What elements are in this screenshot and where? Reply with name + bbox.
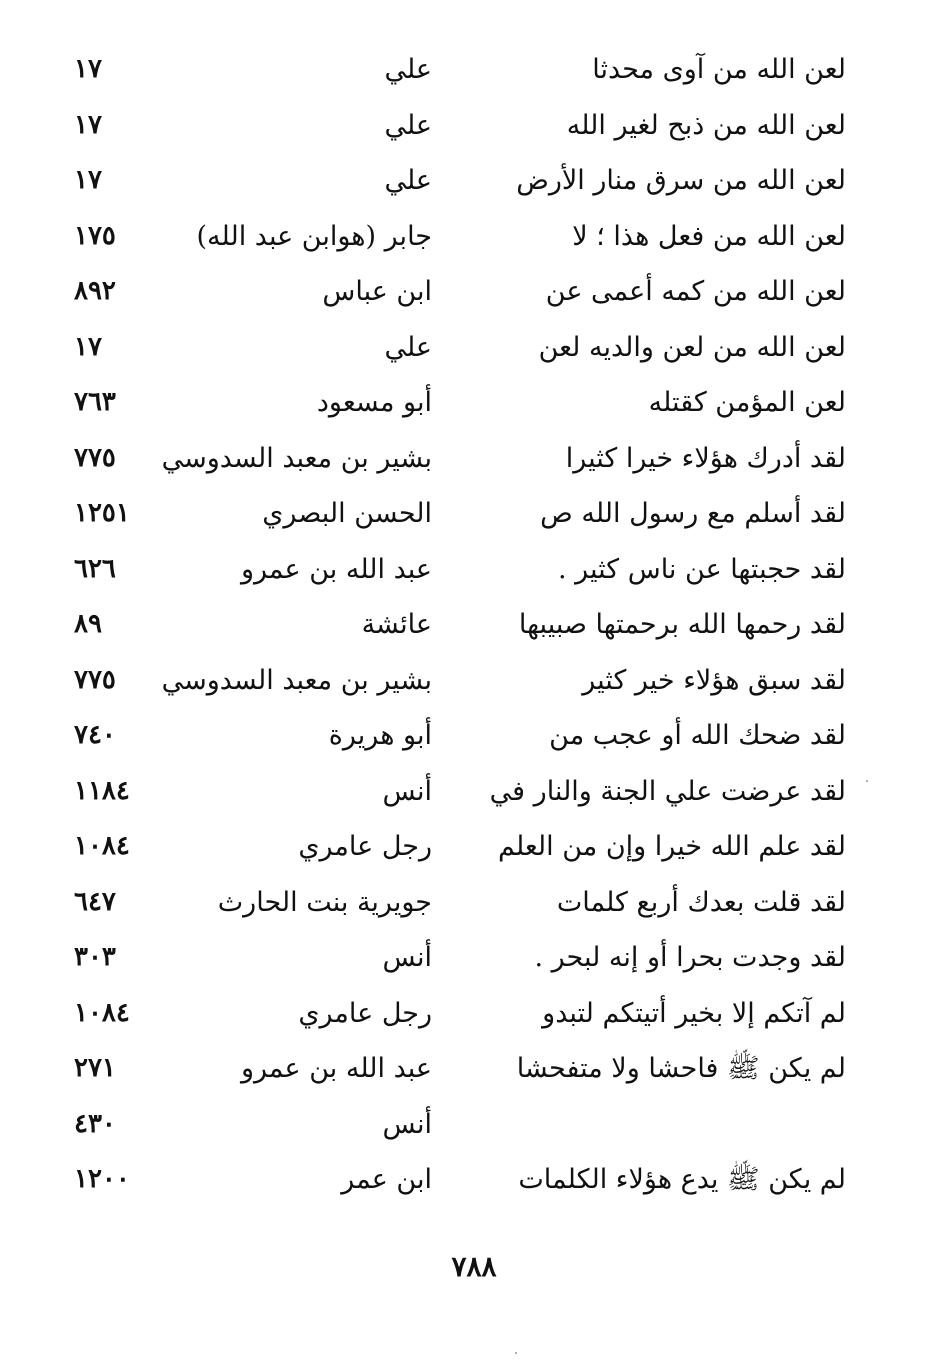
narrator-name: أنس bbox=[382, 942, 432, 973]
index-row bbox=[0, 542, 948, 598]
hadith-text: لعن المؤمن كقتله bbox=[648, 387, 846, 418]
index-row bbox=[0, 930, 948, 986]
hadith-text: لقد علم الله خيرا وإن من العلم bbox=[498, 831, 846, 862]
hadith-text: لعن الله من لعن والديه لعن bbox=[538, 331, 846, 363]
index-row bbox=[0, 1097, 948, 1153]
hadith-text: لعن الله من كمه أعمى عن bbox=[545, 276, 846, 307]
hadith-text: لقد أدرك هؤلاء خيرا كثيرا bbox=[565, 442, 846, 474]
narrator-name: ابن عمر bbox=[341, 1164, 432, 1195]
hadith-text: لعن الله من فعل هذا ؛ لا bbox=[572, 220, 846, 252]
index-row bbox=[0, 1041, 948, 1097]
index-row bbox=[0, 764, 948, 820]
page-reference: ٧٧٥ bbox=[74, 442, 116, 473]
scan-speck bbox=[515, 1352, 517, 1354]
hadith-text: لقد أسلم مع رسول الله ص bbox=[540, 498, 846, 529]
hadith-text: لعن الله من آوى محدثا bbox=[592, 54, 846, 85]
hadith-text: لقد وجدت بحرا أو إنه لبحر . bbox=[534, 942, 846, 973]
page-reference: ١٢٠٠ bbox=[74, 1164, 130, 1194]
index-row bbox=[0, 986, 948, 1042]
page-reference: ١٢٥١ bbox=[74, 498, 130, 528]
hadith-text: لم يكن ﷺ فاحشا ولا متفحشا bbox=[516, 1053, 846, 1084]
index-row bbox=[0, 486, 948, 542]
hadith-text: لقد سبق هؤلاء خير كثير bbox=[582, 664, 846, 696]
index-row bbox=[0, 98, 948, 154]
index-row bbox=[0, 264, 948, 320]
narrator-name: ابن عباس bbox=[322, 276, 432, 307]
narrator-name: الحسن البصري bbox=[262, 498, 432, 529]
page-reference: ١٠٨٤ bbox=[74, 831, 130, 861]
hadith-text: لقد حجبتها عن ناس كثير . bbox=[557, 553, 846, 585]
page-reference: ٧٧٥ bbox=[74, 664, 116, 695]
page-reference: ٦٢٦ bbox=[74, 553, 116, 584]
hadith-text: لم يكن ﷺ يدع هؤلاء الكلمات bbox=[518, 1164, 846, 1195]
index-row bbox=[0, 42, 948, 98]
page-reference: ١٧ bbox=[74, 165, 102, 195]
index-row bbox=[0, 653, 948, 709]
hadith-text: لقد رحمها الله برحمتها صبيبها bbox=[518, 609, 846, 640]
narrator-name: أبو مسعود bbox=[316, 387, 432, 418]
page-reference: ٨٩٢ bbox=[74, 276, 116, 306]
hadith-text: لعن الله من سرق منار الأرض bbox=[516, 165, 846, 196]
page-reference: ٧٤٠ bbox=[74, 720, 116, 750]
hadith-index-list bbox=[0, 42, 948, 1208]
index-row bbox=[0, 597, 948, 653]
index-row bbox=[0, 875, 948, 931]
page-reference: ٦٤٧ bbox=[74, 886, 116, 917]
narrator-name: علي bbox=[384, 109, 432, 141]
index-row bbox=[0, 819, 948, 875]
index-row bbox=[0, 1152, 948, 1208]
hadith-text: لقد قلت بعدك أربع كلمات bbox=[556, 886, 846, 918]
narrator-name: جويرية بنت الحارث bbox=[217, 886, 432, 918]
narrator-name: بشير بن معبد السدوسي bbox=[161, 442, 432, 474]
narrator-name: عبد الله بن عمرو bbox=[240, 1053, 432, 1084]
narrator-name: بشير بن معبد السدوسي bbox=[161, 664, 432, 696]
page-reference: ١٧ bbox=[74, 54, 102, 84]
page-reference: ١٧ bbox=[74, 109, 102, 140]
scan-speck bbox=[866, 780, 868, 782]
page-reference: ٤٣٠ bbox=[74, 1108, 116, 1139]
page-reference: ٨٩ bbox=[74, 609, 102, 639]
page-reference: ٣٠٣ bbox=[74, 942, 116, 972]
page-reference: ١٧٥ bbox=[74, 220, 116, 251]
page-reference: ١٧ bbox=[74, 331, 102, 362]
narrator-name: علي bbox=[384, 331, 432, 363]
index-row bbox=[0, 153, 948, 209]
hadith-text: لقد ضحك الله أو عجب من bbox=[549, 720, 846, 751]
narrator-name: عائشة bbox=[361, 609, 432, 640]
page-reference: ٧٦٣ bbox=[74, 387, 116, 417]
hadith-text: لعن الله من ذبح لغير الله bbox=[566, 109, 846, 141]
narrator-name: أبو هريرة bbox=[328, 720, 432, 751]
hadith-text: لقد عرضت علي الجنة والنار في bbox=[489, 775, 846, 807]
index-row bbox=[0, 209, 948, 265]
page-reference: ١٠٨٤ bbox=[74, 997, 130, 1028]
narrator-name: علي bbox=[384, 54, 432, 85]
narrator-name: رجل عامري bbox=[298, 997, 432, 1029]
narrator-name: جابر (هوابن عبد الله) bbox=[196, 220, 432, 252]
page-number: ٧٨٨ bbox=[451, 1250, 497, 1283]
narrator-name: علي bbox=[384, 165, 432, 196]
index-row bbox=[0, 708, 948, 764]
hadith-text: لم آتكم إلا بخير أتيتكم لتبدو bbox=[542, 997, 846, 1029]
index-row bbox=[0, 375, 948, 431]
narrator-name: أنس bbox=[382, 775, 432, 807]
narrator-name: أنس bbox=[382, 1108, 432, 1140]
narrator-name: عبد الله بن عمرو bbox=[240, 553, 432, 585]
index-row bbox=[0, 320, 948, 376]
page-reference: ١١٨٤ bbox=[74, 775, 130, 806]
narrator-name: رجل عامري bbox=[298, 831, 432, 862]
page-reference: ٢٧١ bbox=[74, 1053, 116, 1083]
index-row bbox=[0, 431, 948, 487]
